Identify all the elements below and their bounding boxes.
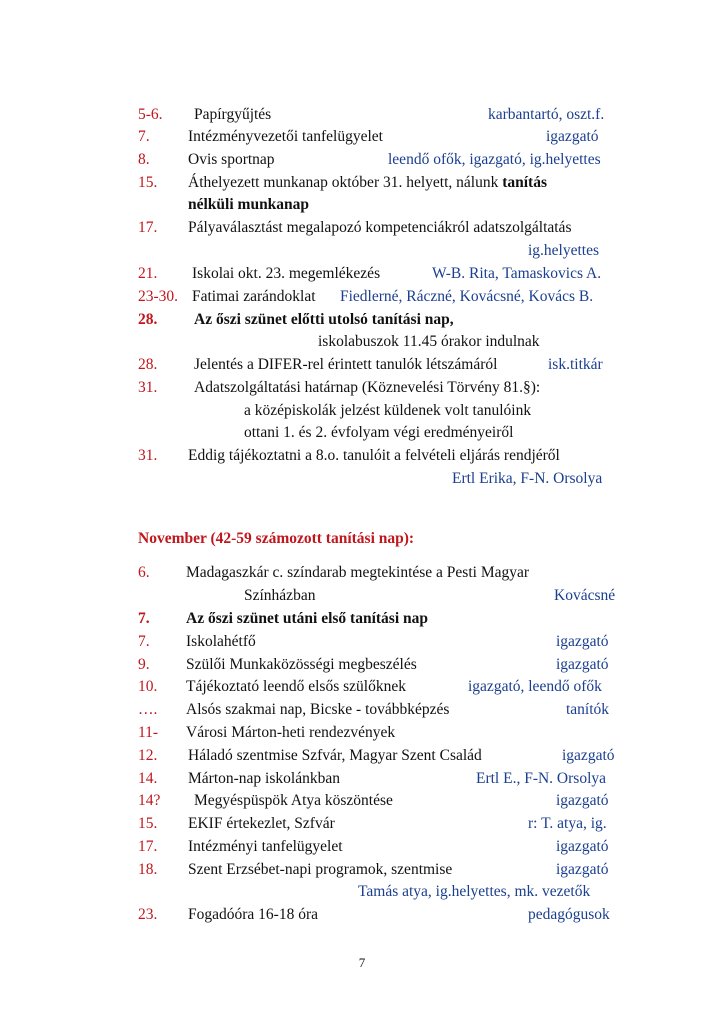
responsible-text: igazgató [556,633,609,650]
responsible-text: r: T. atya, ig. [528,815,607,832]
event-text: Márton-nap iskolánkban [188,770,340,787]
responsible-text: tanítók [566,701,610,718]
event-text: Szülői Munkaközösségi megbeszélés [186,656,417,673]
day-label: 7. [138,610,150,627]
day-label: 14. [138,770,158,787]
day-label: 23. [138,906,158,923]
day-label: 7. [138,128,150,145]
event-text: Fatimai zarándoklat [192,288,316,305]
event-text-bold: Az őszi szünet előtti utolsó tanítási nap, [194,311,454,328]
day-label: 23-30. [138,288,179,305]
day-label: 12. [138,747,158,764]
event-text [188,174,547,192]
day-label: 15. [138,815,158,832]
day-label: 17. [138,838,158,855]
responsible-text: pedagógusok [528,906,610,923]
responsible-text: ig.helyettes [528,242,600,259]
event-text-part: Áthelyezett munkanap október 31. helyett, nálunk [188,174,503,191]
day-label: 17. [138,219,158,236]
responsible-text: igazgató [556,656,609,673]
responsible-text: igazgató [562,747,615,764]
event-text: Intézményi tanfelügyelet [188,838,343,855]
event-text: Fogadóóra 16-18 óra [188,906,318,923]
responsible-text: igazgató, leendő ofők [468,678,602,695]
responsible-text: karbantartó, oszt.f. [488,106,605,123]
day-label: 21. [138,265,158,282]
event-text: Ovis sportnap [188,151,275,168]
event-text: Eddig tájékoztatni a 8.o. tanulóit a felvételi eljárás rendjéről [188,447,560,464]
responsible-text: igazgató [556,838,609,855]
event-text: Pályaválasztást megalapozó kompetenciákról adatszolgáltatás [188,219,572,236]
responsible-text: Fiedlerné, Ráczné, Kovácsné, Kovács B. [340,288,594,305]
event-text: Tájékoztató leendő elsős szülőknek [186,678,406,695]
event-text: Szent Erzsébet-napi programok, szentmise [188,861,453,878]
event-text: iskolabuszok 11.45 órakor indulnak [318,333,540,350]
event-text: ottani 1. és 2. évfolyam végi eredményeiről [244,424,514,441]
event-text: Madagaszkár c. színdarab megtekintése a Pesti Magyar [186,564,530,581]
event-text: Iskolai okt. 23. megemlékezés [192,265,381,282]
event-text: Színházban [244,587,316,604]
responsible-text: Kovácsné [554,587,616,604]
event-text: Papírgyűjtés [194,106,272,123]
day-label: 6. [138,564,150,581]
event-text: Jelentés a DIFER-rel érintett tanulók létszámáról [194,356,498,373]
responsible-text: Tamás atya, ig.helyettes, mk. vezetők [358,883,591,900]
responsible-text: Ertl Erika, F-N. Orsolya [452,470,603,487]
day-label: 14? [138,792,161,809]
event-text-bold: Az őszi szünet utáni első tanítási nap [186,610,428,627]
event-text: Intézményvezetői tanfelügyelet [188,128,383,145]
day-label: 8. [138,151,150,168]
day-label: 5-6. [138,106,163,123]
day-label: …. [138,701,158,718]
day-label: 7. [138,633,150,650]
day-label: 9. [138,656,150,673]
responsible-text: isk.titkár [548,356,603,373]
day-label: 31. [138,379,158,396]
event-text: Alsós szakmai nap, Bicske - továbbképzés [186,701,450,718]
day-label: 10. [138,678,158,695]
event-text: Iskolahétfő [186,633,256,650]
responsible-text: igazgató [556,861,609,878]
day-label: 11- [138,724,159,741]
page-number: 7 [358,955,366,970]
event-text-bold: nélküli munkanap [188,196,310,213]
responsible-text: leendő ofők, igazgató, ig.helyettes [388,151,601,168]
event-text: a középiskolák jelzést küldenek volt tanulóink [244,402,532,419]
event-text-bold: tanítás [502,174,548,191]
day-label: 31. [138,447,158,464]
event-text: Adatszolgáltatási határnap (Köznevelési Törvény 81.§): [194,379,541,396]
event-text: Háladó szentmise Szfvár, Magyar Szent Család [188,747,482,764]
day-label: 18. [138,861,158,878]
day-label: 15. [138,174,158,191]
responsible-text: igazgató [546,128,599,145]
day-label: 28. [138,356,158,373]
section-heading: November (42-59 számozott tanítási nap): [138,530,415,547]
day-label: 28. [138,311,158,328]
responsible-text: igazgató [556,792,609,809]
event-text: Városi Márton-heti rendezvények [186,724,396,741]
event-text: EKIF értekezlet, Szfvár [188,815,335,832]
responsible-text: W-B. Rita, Tamaskovics A. [432,265,602,282]
responsible-text: Ertl E., F-N. Orsolya [476,770,607,787]
event-text: Megyéspüspök Atya köszöntése [194,792,393,809]
